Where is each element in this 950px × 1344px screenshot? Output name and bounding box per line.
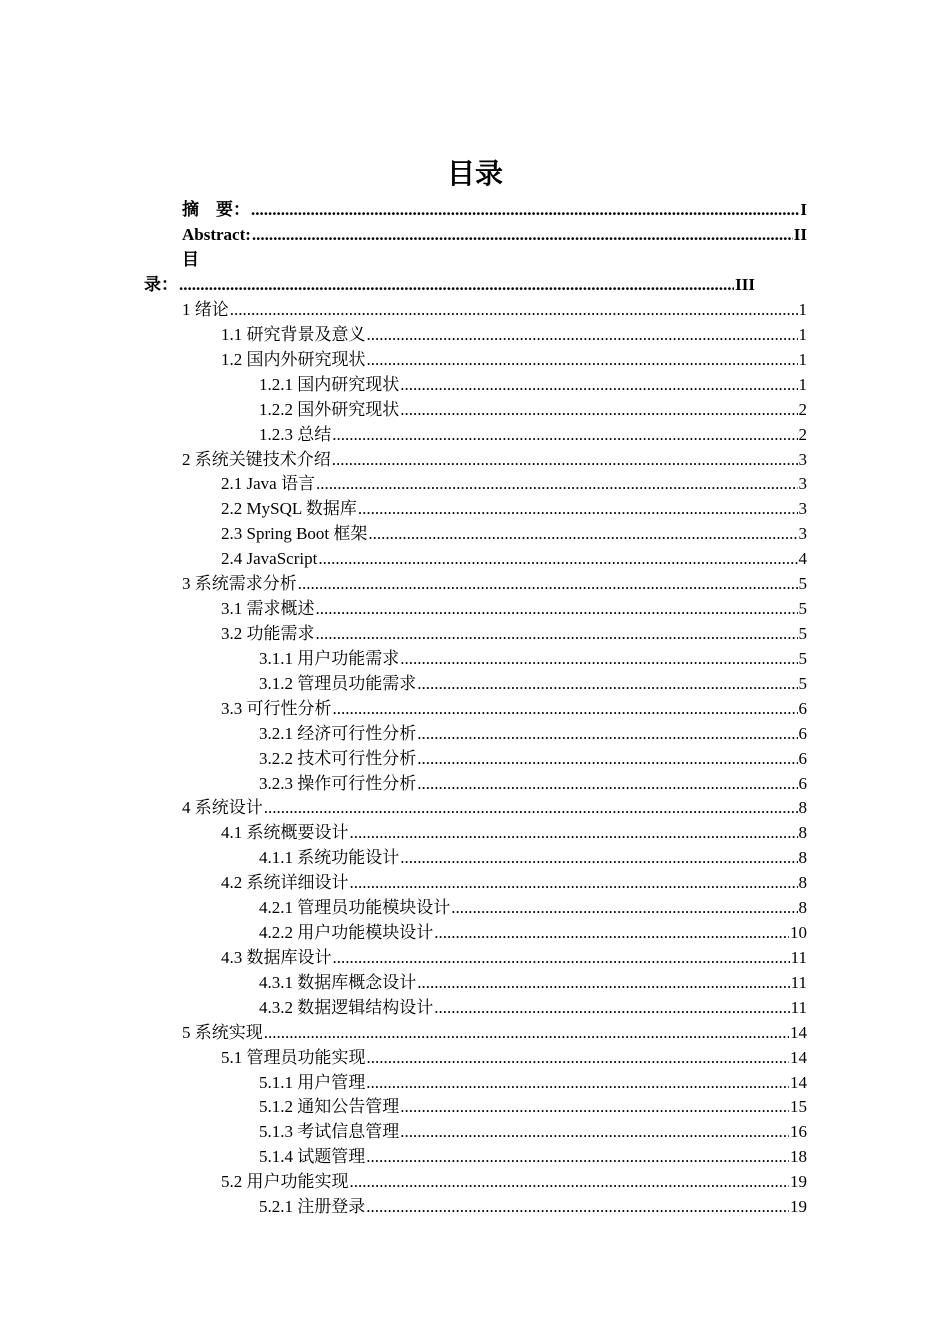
toc-entry-page: 14 (790, 1047, 807, 1067)
toc-entry-page: 3 (798, 474, 807, 494)
toc-entry[interactable] (259, 772, 807, 797)
toc-entry-page: 5 (798, 648, 807, 668)
toc-entry[interactable] (259, 996, 807, 1021)
toc-entry-toc-label-line1: 目 (182, 250, 199, 269)
toc-entry-label: 2.1 Java 语言 (221, 474, 315, 494)
toc-entry[interactable] (221, 597, 807, 622)
toc-entry[interactable] (259, 1120, 807, 1145)
leader-dots (333, 697, 798, 722)
leader-dots (451, 896, 797, 921)
toc-entry-label: 5 系统实现 (182, 1022, 263, 1042)
toc-entry-label: 5.1.1 用户管理 (259, 1072, 366, 1092)
leader-dots (350, 871, 798, 896)
toc-entry-label: 1 绪论 (182, 300, 229, 319)
toc-entry-page: 18 (790, 1147, 807, 1167)
toc-entry-label: 录： (144, 275, 178, 294)
toc-entry-page: II (793, 225, 807, 244)
toc-entry-label: 3 系统需求分析 (182, 574, 297, 594)
toc-entry[interactable] (221, 522, 807, 547)
toc-entry-label: Abstract: (182, 225, 251, 244)
toc-entry-page: 11 (790, 997, 807, 1017)
toc-entry-label: 4.3.2 数据逻辑结构设计 (259, 997, 434, 1017)
toc-entry[interactable] (182, 448, 807, 473)
toc-entry-page: 5 (798, 673, 807, 693)
toc-entry[interactable] (182, 796, 807, 821)
toc-entry[interactable] (259, 846, 807, 871)
toc-entry-page: 3 (798, 449, 807, 469)
toc-entry-page: 8 (798, 898, 807, 918)
leader-dots (316, 472, 798, 497)
toc-entry-page: 6 (798, 723, 807, 743)
leader-dots (367, 348, 798, 373)
leader-dots (366, 1071, 789, 1096)
toc-entry-label: 2.4 JavaScript (221, 549, 318, 569)
leader-dots (400, 846, 797, 871)
toc-entry[interactable] (221, 622, 807, 647)
toc-entry-page: 5 (798, 624, 807, 643)
leader-dots (417, 722, 797, 747)
toc-entry-page: 16 (790, 1122, 807, 1142)
toc-entry-label: 4.2.2 用户功能模块设计 (259, 923, 434, 942)
toc-entry-page: 10 (790, 923, 807, 942)
toc-entry-page: 19 (790, 1197, 807, 1217)
toc-entry-page: 19 (790, 1172, 807, 1192)
toc-entry[interactable] (182, 298, 807, 323)
toc-entry-label: 3.2.2 技术可行性分析 (259, 748, 417, 768)
toc-entry-page: 5 (798, 599, 807, 618)
toc-entry-label: 3.2.1 经济可行性分析 (259, 723, 417, 743)
toc-entry[interactable] (259, 1071, 807, 1096)
toc-entry-page: 8 (798, 848, 807, 868)
toc-entry[interactable] (221, 323, 807, 348)
toc-entry-label: 3.2 功能需求 (221, 624, 315, 643)
toc-entry-label: 1.2.3 总结 (259, 424, 332, 444)
toc-entry-page: 8 (798, 873, 807, 893)
toc-entry-label: 5.1.3 考试信息管理 (259, 1122, 400, 1142)
toc-entry[interactable] (221, 1046, 807, 1071)
toc-entry-label: 3.1.1 用户功能需求 (259, 648, 400, 668)
leader-dots (179, 273, 734, 298)
toc-entry-label: 5.1 管理员功能实现 (221, 1047, 366, 1067)
leader-dots (434, 996, 789, 1021)
toc-entry[interactable] (182, 1021, 807, 1046)
leader-dots (264, 796, 798, 821)
toc-entry-label: 3.3 可行性分析 (221, 698, 332, 718)
toc-entry-label: 摘 要： (182, 200, 250, 219)
toc-entry-label: 5.2 用户功能实现 (221, 1172, 349, 1192)
toc-entry[interactable] (221, 348, 807, 373)
leader-dots (316, 597, 798, 622)
toc-entry-page: 6 (798, 773, 807, 793)
toc-entry-toc[interactable] (144, 273, 755, 298)
toc-entry-page: 14 (790, 1072, 807, 1092)
toc-entry-label: 5.1.2 通知公告管理 (259, 1097, 400, 1117)
toc-entry-label: 4.1.1 系统功能设计 (259, 848, 400, 868)
toc-entry-label: 3.1 需求概述 (221, 599, 315, 618)
toc-entry-page: 3 (798, 524, 807, 544)
toc-entry-label: 2.3 Spring Boot 框架 (221, 524, 368, 544)
toc-entry[interactable] (259, 971, 807, 996)
leader-dots (400, 398, 797, 423)
toc-entry-page: 4 (798, 549, 807, 569)
toc-entry-page: 1 (798, 300, 807, 319)
leader-dots (316, 622, 798, 647)
leader-dots (350, 1170, 790, 1195)
toc-entry-abstract-en[interactable] (182, 223, 807, 248)
leader-dots (417, 971, 789, 996)
toc-entry-page: 11 (790, 947, 807, 967)
leader-dots (366, 1195, 789, 1220)
toc-entry[interactable] (259, 722, 807, 747)
toc-entry-label: 3.2.3 操作可行性分析 (259, 773, 417, 793)
toc-entry[interactable] (221, 871, 807, 896)
toc-entry[interactable] (259, 1095, 807, 1120)
toc-entry[interactable] (182, 572, 807, 597)
toc-entry[interactable] (259, 373, 807, 398)
toc-entry-label: 4.2 系统详细设计 (221, 873, 349, 893)
toc-entry[interactable] (259, 896, 807, 921)
leader-dots (400, 1095, 789, 1120)
leader-dots (400, 647, 797, 672)
leader-dots (417, 747, 797, 772)
toc-entry-page: 3 (798, 499, 807, 519)
toc-entry-label: 3.1.2 管理员功能需求 (259, 673, 417, 693)
toc-entry-label: 4 系统设计 (182, 798, 263, 818)
leader-dots (251, 198, 799, 223)
toc-entry-label: 5.2.1 注册登录 (259, 1197, 366, 1217)
leader-dots (230, 298, 798, 323)
toc-entry[interactable] (221, 547, 807, 572)
toc-entry[interactable] (259, 672, 807, 697)
toc-entry-page: 8 (798, 798, 807, 818)
toc-entry-label: 4.1 系统概要设计 (221, 823, 349, 843)
toc-entry[interactable] (259, 747, 807, 772)
leader-dots (367, 323, 798, 348)
toc-entry-label: 1.2.2 国外研究现状 (259, 399, 400, 419)
leader-dots (417, 772, 797, 797)
toc-entry-label: 1.2.1 国内研究现状 (259, 374, 400, 394)
toc-entry[interactable] (221, 472, 807, 497)
toc-entry[interactable] (259, 647, 807, 672)
toc-entry-page: 14 (790, 1022, 807, 1042)
toc-entry-label: 2 系统关键技术介绍 (182, 449, 331, 469)
toc-entry[interactable] (221, 1170, 807, 1195)
leader-dots (350, 821, 798, 846)
toc-entry-page: 2 (798, 399, 807, 419)
toc-entry[interactable] (259, 423, 807, 448)
toc-entry[interactable] (259, 1195, 807, 1220)
leader-dots (252, 223, 793, 248)
toc-entry-label: 5.1.4 试题管理 (259, 1147, 366, 1167)
toc-entry-label: 1.1 研究背景及意义 (221, 324, 366, 344)
toc-entry-page: 1 (798, 349, 807, 369)
leader-dots (298, 572, 798, 597)
leader-dots (434, 921, 789, 946)
toc-entry-label: 2.2 MySQL 数据库 (221, 499, 357, 519)
toc-entry[interactable] (259, 1145, 807, 1170)
toc-entry[interactable] (259, 921, 807, 946)
toc-entry-label: 4.2.1 管理员功能模块设计 (259, 898, 451, 918)
toc-entry[interactable] (221, 497, 807, 522)
leader-dots (400, 1120, 789, 1145)
toc-entry-abstract-cn[interactable] (182, 198, 807, 223)
toc-entry[interactable] (259, 398, 807, 423)
toc-entry-page: I (800, 200, 807, 219)
leader-dots (264, 1021, 789, 1046)
leader-dots (318, 547, 797, 572)
leader-dots (332, 423, 797, 448)
leader-dots (332, 448, 798, 473)
toc-entry-page: 1 (798, 374, 807, 394)
leader-dots (367, 1046, 790, 1071)
leader-dots (366, 1145, 789, 1170)
leader-dots (333, 946, 790, 971)
toc-entry-page: 6 (798, 698, 807, 718)
leader-dots (368, 522, 797, 547)
toc-entry[interactable] (221, 821, 807, 846)
toc-entry-label: 4.3 数据库设计 (221, 947, 332, 967)
toc-entry-page: 1 (798, 324, 807, 344)
leader-dots (417, 672, 797, 697)
toc-entry-page: 2 (798, 424, 807, 444)
toc-entry-page: 8 (798, 823, 807, 843)
toc-entry-page: III (735, 275, 755, 294)
toc-entry-page: 6 (798, 748, 807, 768)
page-title: 目录 (446, 157, 503, 190)
toc-entry-page: 5 (798, 574, 807, 594)
toc-entry[interactable] (221, 946, 807, 971)
toc-entry-label: 4.3.1 数据库概念设计 (259, 972, 417, 992)
toc-entry-label: 1.2 国内外研究现状 (221, 349, 366, 369)
toc-entry-page: 11 (790, 972, 807, 992)
toc-entry-page: 15 (790, 1097, 807, 1117)
leader-dots (358, 497, 798, 522)
toc-entry[interactable] (221, 697, 807, 722)
leader-dots (400, 373, 797, 398)
